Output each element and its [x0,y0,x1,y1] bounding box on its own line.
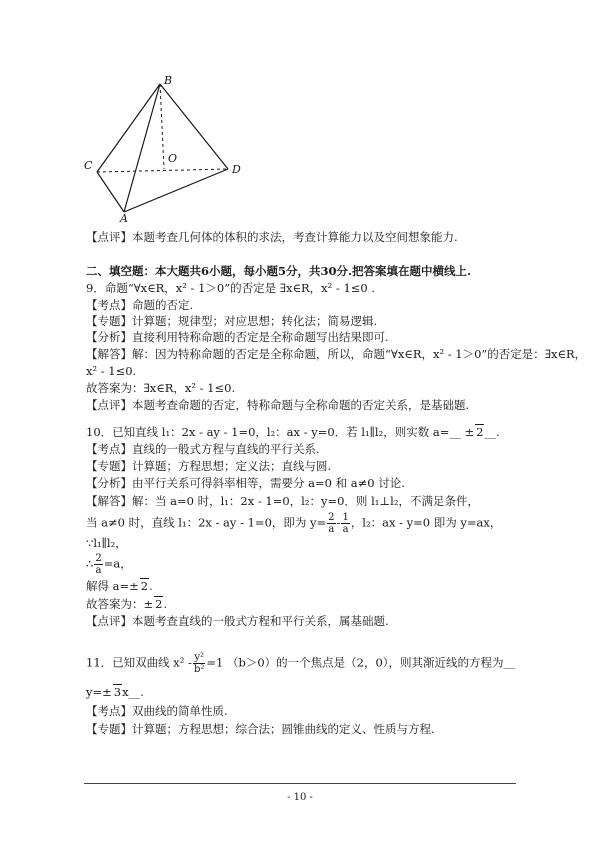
solve-tail: . [149,579,153,593]
q10-topic: 【专题】计算题；方程思想；定义法；直线与圆. [86,459,332,473]
q11-text: 11．已知双曲线 x² - [86,655,192,670]
vertex-label-d: D [232,163,241,176]
q10-solve [86,578,153,593]
q11-knowledge-point: 【考点】双曲线的简单性质. [86,704,228,718]
solution-text-tail: ，l₂：ax - y=0 即为 y=ax， [350,515,502,530]
q9-solution-cont: x² - 1≤0. [86,364,137,378]
therefore-symbol: ∴ [86,556,94,571]
fraction-denominator: a [328,524,335,535]
q10-therefore [86,553,132,576]
q10-because: ∵l₁∥l₂， [86,536,127,550]
q10-knowledge-point: 【考点】直线的一般式方程与直线的平行关系. [86,442,320,456]
section-heading: 二、填空题：本大题共6小题，每小题5分，共30分.把答案填在题中横线上. [86,264,472,278]
fraction [193,652,205,675]
edge-a-d [124,169,228,212]
solve-text: 解得 a=± [86,579,139,593]
edge-b-c [97,84,160,172]
edge-b-a [124,84,160,212]
fraction-denominator: a [95,565,102,576]
q9-comment: 【点评】本题考查命题的否定，特称命题与全称命题的否定关系，是基础题. [86,398,470,412]
dashed-b-o [160,84,164,169]
fraction [341,512,349,535]
q10-comment: 【点评】本题考查直线的一般式方程和平行关系，属基础题. [86,614,389,628]
q10-statement-text: 10．已知直线 l₁：2x - ay - 1=0，l₂：ax - y=0．若 l₁∥l₂，则实数 a=__ ± [86,425,475,439]
sqrt-radicand: 2 [140,579,149,593]
q10-solution-cont [86,512,501,535]
q9-statement: 9．命题“∀x∈R，x² - 1＞0”的否定是 ∃x∈R，x² - 1≤0 . [86,281,376,295]
fraction-denominator: b² [193,664,205,675]
fraction-numerator: 2 [95,553,102,564]
q10-statement [86,424,500,439]
edge-c-a [97,172,124,212]
dashed-c-d [97,169,228,172]
fraction-numerator: y² [194,652,204,663]
fraction [327,512,335,535]
vertex-label-b: B [164,74,173,87]
q10-solution: 【解答】解：当 a=0 时，l₁：2x - 1=0，l₂：y=0．则 l₁⊥l₂，不满足条件， [86,494,479,508]
q10-statement-tail: __. [484,425,500,439]
vertex-label-c: C [84,159,93,172]
sqrt-radicand: 3 [113,685,122,699]
q9-solution: 【解答】解：因为特称命题的否定是全称命题，所以，命题“∀x∈R，x² - 1＞0”的否定是：∃x∈R， [86,347,587,361]
q9-answer: 故答案为：∃x∈R，x² - 1≤0. [86,381,236,395]
q9-knowledge-point: 【考点】命题的否定. [86,298,194,312]
q10-analysis: 【分析】由平行关系可得斜率相等，需要分 a=0 和 a≠0 讨论. [86,476,405,490]
asymptote-text: y=± [86,685,112,699]
sqrt-radicand: 2 [476,425,484,439]
pyramid-figure [80,72,260,222]
q11-answer [86,684,144,699]
footer-divider [84,783,516,784]
q11-text-tail: =1 （b＞0）的一个焦点是（2，0），则其渐近线的方程为__ [206,655,516,670]
fraction-denominator: a [342,524,349,535]
q11-statement [86,652,515,675]
fraction-numerator: 2 [328,512,335,523]
q9-topic: 【专题】计算题；规律型；对应思想；转化法；简易逻辑. [86,314,378,328]
equation-tail: =a， [103,556,132,571]
q10-answer [86,596,167,611]
fraction-numerator: 1 [342,512,349,523]
fraction [94,553,102,576]
vertex-label-a: A [120,212,128,222]
comment-line: 【点评】本题考查几何体的体积的求法，考查计算能力以及空间想象能力. [86,230,458,244]
sqrt-radicand: 2 [155,597,163,611]
vertex-label-o: O [168,152,178,165]
q11-topic: 【专题】计算题；方程思想；综合法；圆锥曲线的定义、性质与方程. [86,722,435,736]
minus-sign: - [336,515,341,530]
answer-text: 故答案为：± [86,597,154,611]
page-number: - 10 - [287,792,313,803]
solution-text: 当 a≠0 时，直线 l₁：2x - ay - 1=0，即为 y= [86,515,327,530]
q9-analysis: 【分析】直接利用特称命题的否定是全称命题写出结果即可. [86,330,389,344]
asymptote-tail: x__. [122,685,144,699]
answer-tail: . [163,597,168,611]
